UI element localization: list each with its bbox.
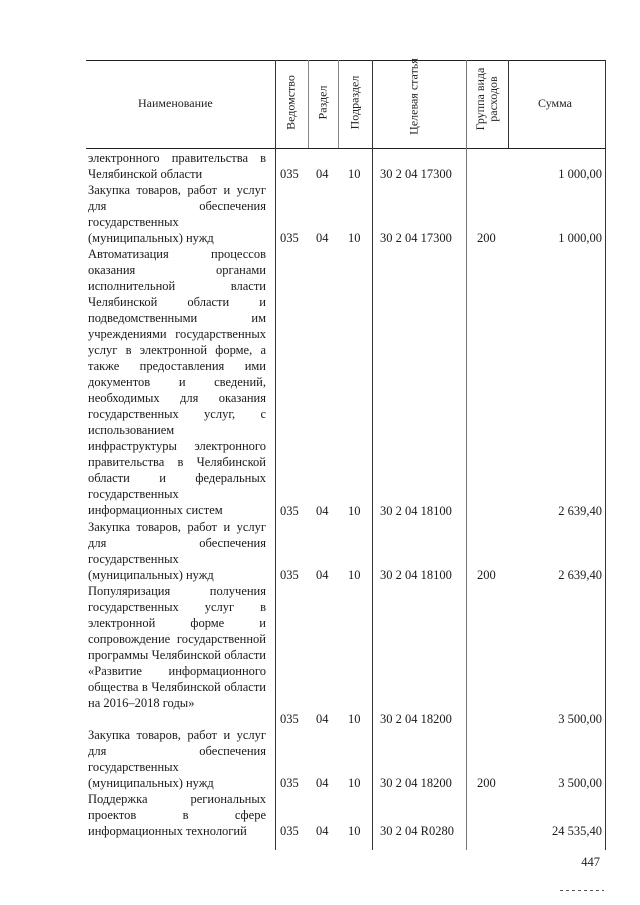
header-podrazdel: Подраздел bbox=[347, 75, 362, 130]
row-podrazdel: 10 bbox=[348, 824, 361, 838]
row-razdel: 04 bbox=[316, 504, 329, 518]
row-summa: 2 639,40 bbox=[558, 568, 602, 582]
row-name: Популяризация получения государственных услуг в электронной форме и сопровождение государственной программы Челябинской области «Развитие информационного общества в Челябинской области на 2016–2018 годы» bbox=[88, 584, 266, 710]
row-name: Автоматизация процессов оказания органами исполнительной власти Челябинской области и подведомственными им учреждениями государственных услуг в электронной форме, а также предоставления ими документов и сведений, необходимых для оказания государственных услуг, с использованием инфраструктуры электронного правительства в Челябинской области и федеральных государственных информационных систем bbox=[88, 247, 266, 517]
row-name: Закупка товаров, работ и услуг для обеспечения государственных (муниципальных) нужд bbox=[88, 520, 266, 582]
col-divider bbox=[308, 60, 309, 148]
row-celevaya: 30 2 04 17300 bbox=[380, 167, 452, 181]
row-gruppa: 200 bbox=[477, 776, 496, 790]
header-celevaya: Целевая статья bbox=[406, 58, 421, 135]
row-summa: 3 500,00 bbox=[558, 712, 602, 726]
row-podrazdel: 10 bbox=[348, 504, 361, 518]
page-number: 447 bbox=[581, 855, 600, 869]
row-podrazdel: 10 bbox=[348, 712, 361, 726]
table-top-rule bbox=[86, 60, 606, 61]
row-podrazdel: 10 bbox=[348, 231, 361, 245]
row-celevaya: 30 2 04 18200 bbox=[380, 776, 452, 790]
col-divider bbox=[605, 60, 606, 850]
header-vedomstvo: Ведомство bbox=[283, 75, 298, 130]
row-summa: 2 639,40 bbox=[558, 504, 602, 518]
row-name: Поддержка региональных проектов в сфере информационных технологий bbox=[88, 792, 266, 838]
row-razdel: 04 bbox=[316, 712, 329, 726]
header-summa: Сумма bbox=[538, 96, 572, 110]
col-divider bbox=[372, 60, 373, 850]
row-celevaya: 30 2 04 17300 bbox=[380, 231, 452, 245]
row-gruppa: 200 bbox=[477, 231, 496, 245]
row-summa: 1 000,00 bbox=[558, 167, 602, 181]
row-podrazdel: 10 bbox=[348, 776, 361, 790]
row-vedomstvo: 035 bbox=[280, 504, 299, 518]
header-name: Наименование bbox=[138, 96, 213, 110]
row-celevaya: 30 2 04 18100 bbox=[380, 568, 452, 582]
row-razdel: 04 bbox=[316, 167, 329, 181]
row-name: электронного правительства в Челябинской области bbox=[88, 151, 266, 181]
row-summa: 1 000,00 bbox=[558, 231, 602, 245]
row-razdel: 04 bbox=[316, 568, 329, 582]
col-divider bbox=[275, 60, 276, 850]
footer-rule bbox=[560, 890, 604, 891]
row-vedomstvo: 035 bbox=[280, 231, 299, 245]
col-divider bbox=[508, 60, 509, 148]
row-summa: 3 500,00 bbox=[558, 776, 602, 790]
row-celevaya: 30 2 04 18100 bbox=[380, 504, 452, 518]
row-celevaya: 30 2 04 R0280 bbox=[380, 824, 454, 838]
row-name: Закупка товаров, работ и услуг для обеспечения государственных (муниципальных) нужд bbox=[88, 728, 266, 790]
row-vedomstvo: 035 bbox=[280, 712, 299, 726]
col-divider bbox=[466, 60, 467, 850]
row-razdel: 04 bbox=[316, 824, 329, 838]
row-vedomstvo: 035 bbox=[280, 776, 299, 790]
header-razdel: Раздел bbox=[315, 85, 330, 120]
row-razdel: 04 bbox=[316, 231, 329, 245]
row-gruppa: 200 bbox=[477, 568, 496, 582]
header-gruppa: Группа вида расходов bbox=[473, 67, 500, 131]
row-razdel: 04 bbox=[316, 776, 329, 790]
row-vedomstvo: 035 bbox=[280, 568, 299, 582]
row-vedomstvo: 035 bbox=[280, 824, 299, 838]
row-celevaya: 30 2 04 18200 bbox=[380, 712, 452, 726]
row-podrazdel: 10 bbox=[348, 167, 361, 181]
row-summa: 24 535,40 bbox=[552, 824, 602, 838]
row-name: Закупка товаров, работ и услуг для обеспечения государственных (муниципальных) нужд bbox=[88, 183, 266, 245]
row-vedomstvo: 035 bbox=[280, 167, 299, 181]
row-podrazdel: 10 bbox=[348, 568, 361, 582]
header-bottom-rule bbox=[86, 148, 606, 149]
col-divider bbox=[338, 60, 339, 148]
